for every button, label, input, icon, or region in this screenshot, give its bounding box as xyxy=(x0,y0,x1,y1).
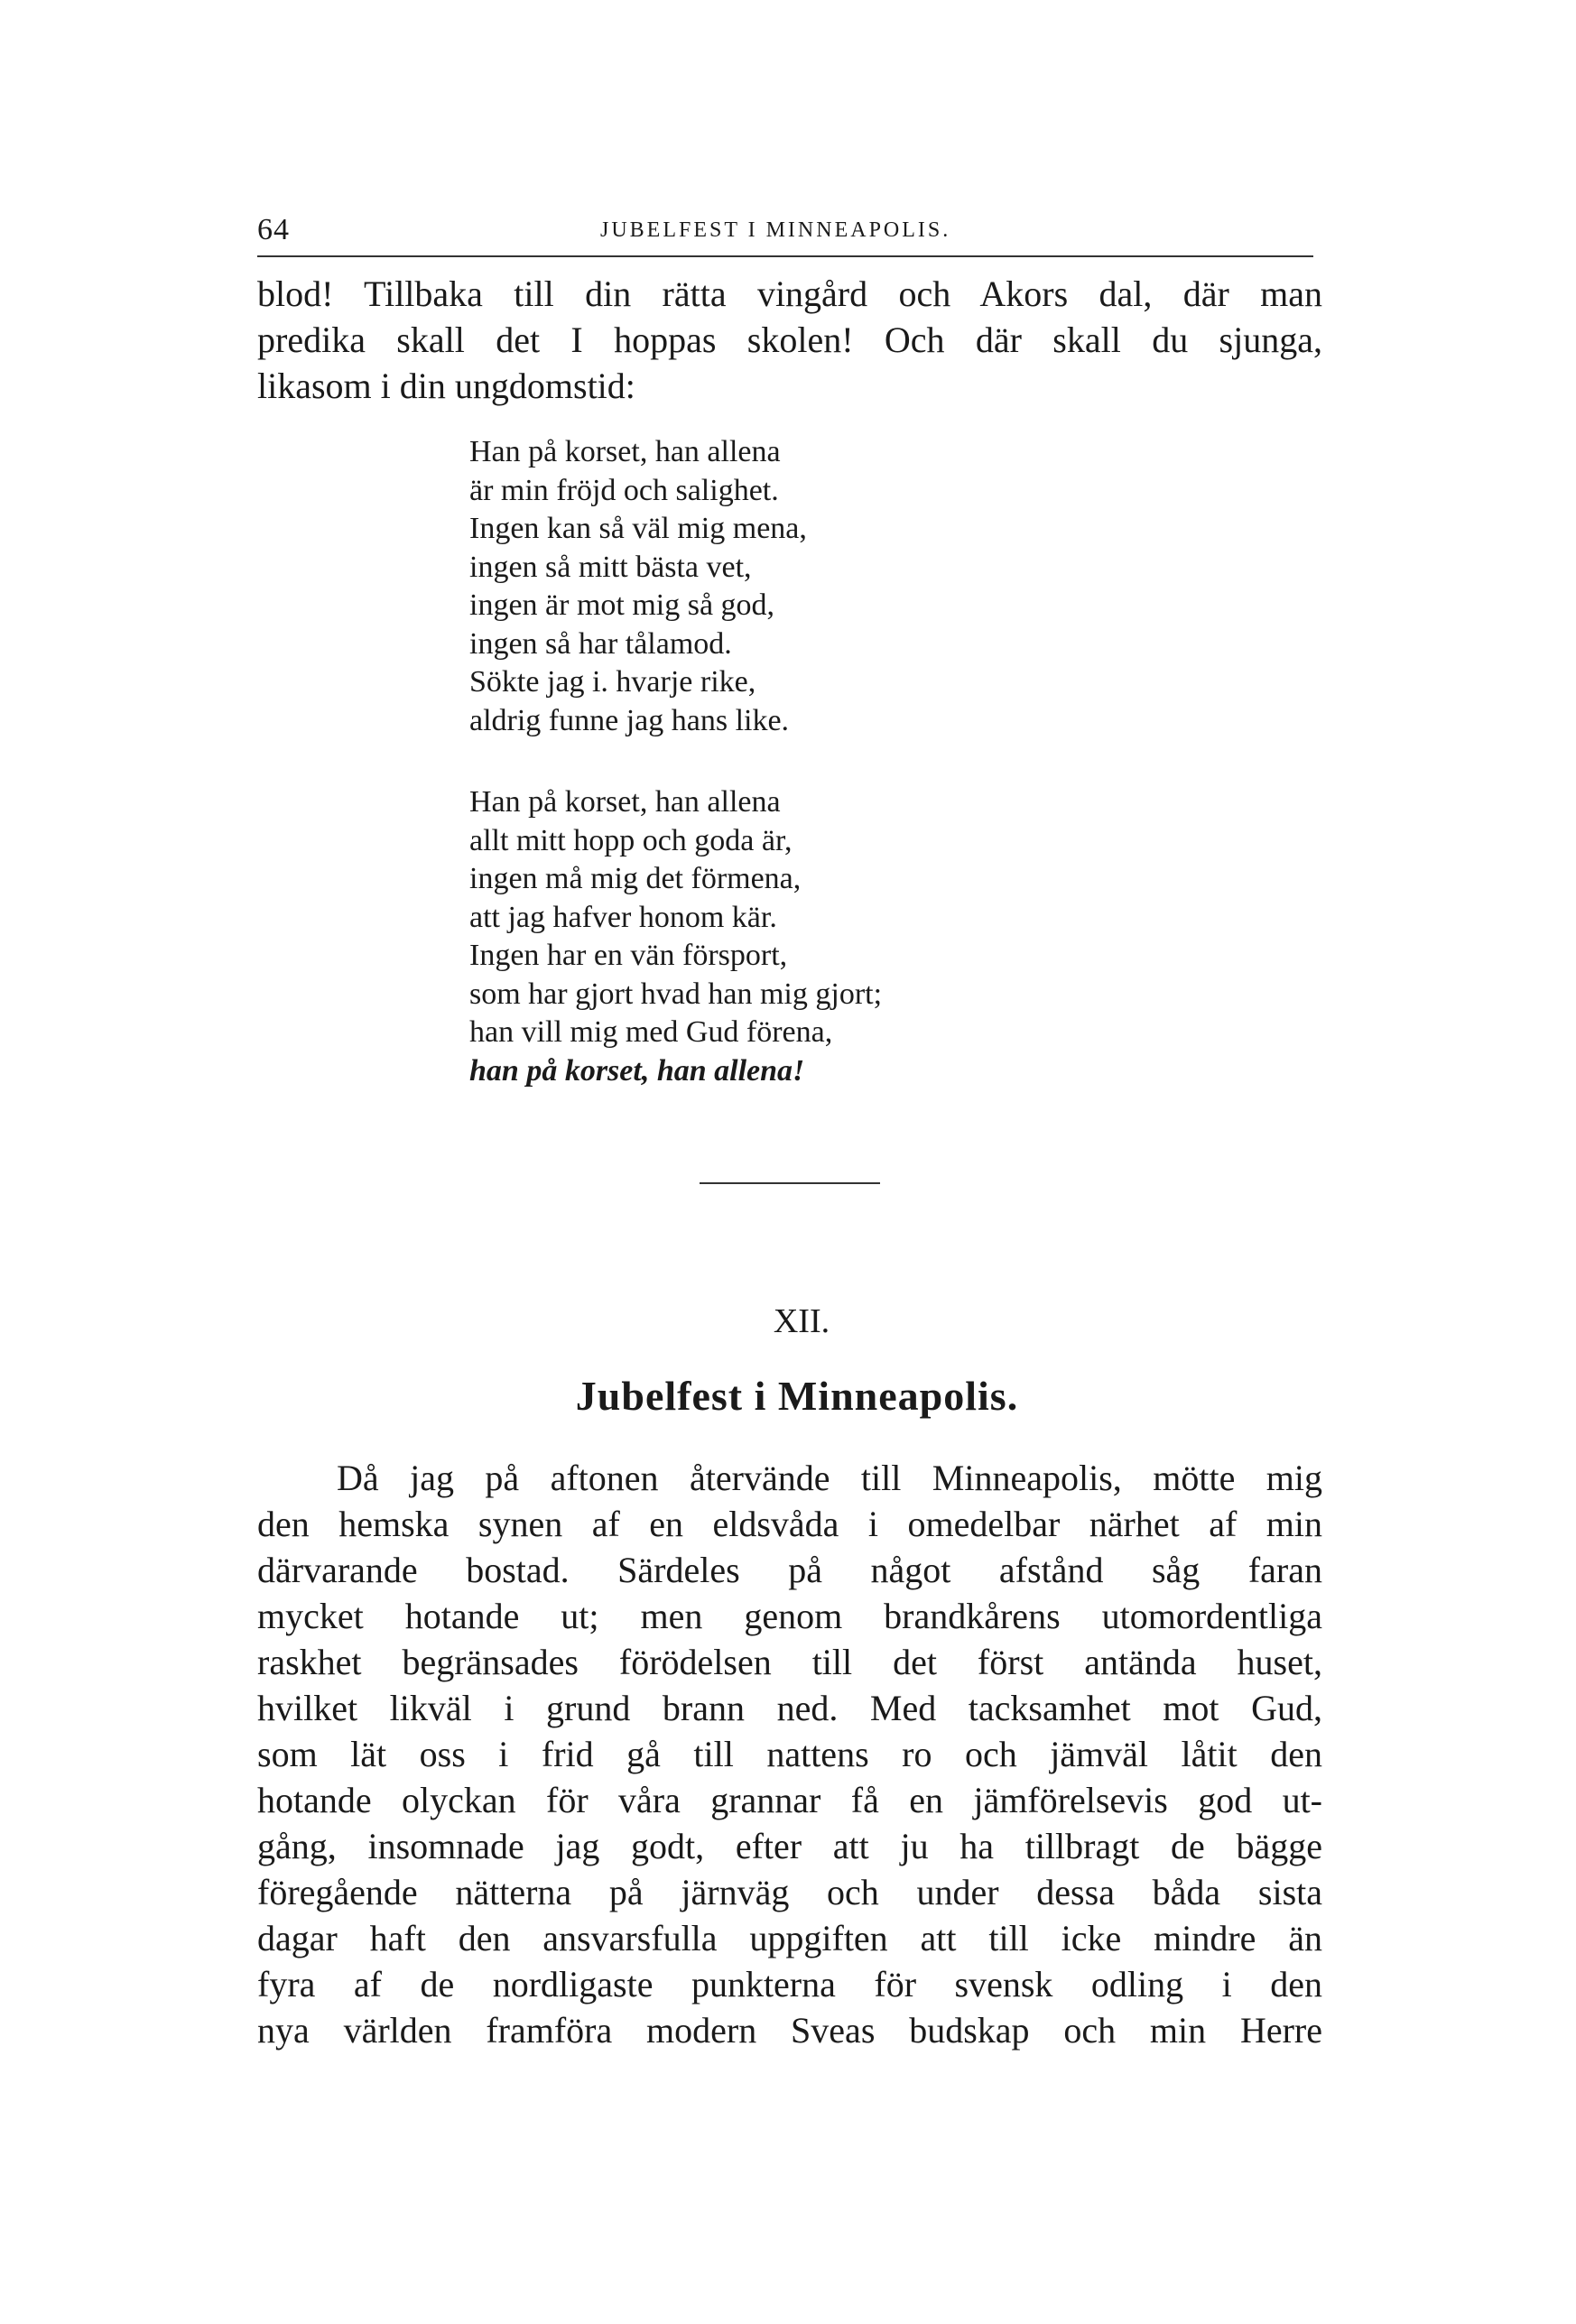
text-line: den hemska synen af en eldsvåda i omedelbar närhet af min xyxy=(257,1504,1322,1544)
page-number: 64 xyxy=(257,213,290,246)
poem-stanza-1 xyxy=(469,433,807,740)
poem-line: Han på korset, han allena xyxy=(469,435,781,468)
text-line: likasom i din ungdomstid: xyxy=(257,366,635,406)
running-header xyxy=(257,213,1313,249)
poem-line: ingen må mig det förmena, xyxy=(469,862,802,895)
text-line: Då jag på aftonen återvände till Minneapolis, mötte mig xyxy=(337,1458,1322,1498)
poem-line: Sökte jag i. hvarje rike, xyxy=(469,665,756,699)
text-line: därvarande bostad. Särdeles på något afstånd såg faran xyxy=(257,1550,1322,1590)
running-title: JUBELFEST I MINNEAPOLIS. xyxy=(600,218,951,242)
poem-line: är min fröjd och salighet. xyxy=(469,473,779,507)
poem-line: ingen så mitt bästa vet, xyxy=(469,550,752,584)
opening-paragraph xyxy=(257,271,1322,409)
poem-line: ingen är mot mig så god, xyxy=(469,588,775,622)
poem-line: Ingen kan så väl mig mena, xyxy=(469,512,807,545)
poem-line: aldrig funne jag hans like. xyxy=(469,703,790,737)
header-rule xyxy=(257,255,1313,257)
text-line: gång, insomnade jag godt, efter att ju ha tillbragt de bägge xyxy=(257,1826,1322,1866)
poem-line: Han på korset, han allena xyxy=(469,785,781,819)
text-line: mycket hotande ut; men genom brandkårens utomordentliga xyxy=(257,1596,1322,1636)
poem-line: att jag hafver honom kär. xyxy=(469,900,777,934)
poem-line: ingen så har tålamod. xyxy=(469,626,732,661)
section-divider xyxy=(700,1182,880,1184)
main-paragraph xyxy=(257,1455,1322,2053)
text-line: föregående nätterna på järnväg och under dessa båda sista xyxy=(257,1872,1322,1912)
text-line: hotande olyckan för våra grannar få en jämförelsevis god ut- xyxy=(257,1780,1322,1820)
text-line: dagar haft den ansvarsfulla uppgiften att till icke mindre än xyxy=(257,1918,1322,1958)
text-line: raskhet begränsades förödelsen till det först antända huset, xyxy=(257,1642,1322,1682)
text-line: hvilket likväl i grund brann ned. Med tacksamhet mot Gud, xyxy=(257,1688,1322,1728)
poem-line: Ingen har en vän försport, xyxy=(469,939,788,972)
chapter-number: XII. xyxy=(773,1302,830,1340)
text-line: blod! Tillbaka till din rätta vingård och Akors dal, där man xyxy=(257,273,1322,314)
poem-line: som har gjort hvad han mig gjort; xyxy=(469,977,883,1011)
text-line: som lät oss i frid gå till nattens ro och jämväl låtit den xyxy=(257,1734,1322,1774)
poem-line: han vill mig med Gud förena, xyxy=(469,1015,833,1049)
text-line: predika skall det I hoppas skolen! Och där skall du sjunga, xyxy=(257,319,1322,360)
chapter-title: Jubelfest i Minneapolis. xyxy=(575,1373,1019,1419)
poem-stanza-2 xyxy=(469,783,882,1090)
poem-closing-line: han på korset, han allena! xyxy=(469,1053,805,1088)
poem-line: allt mitt hopp och goda är, xyxy=(469,823,793,857)
text-line: fyra af de nordligaste punkterna för svensk odling i den xyxy=(257,1964,1322,2005)
text-line: nya världen framföra modern Sveas budskap och min Herre xyxy=(257,2010,1322,2051)
